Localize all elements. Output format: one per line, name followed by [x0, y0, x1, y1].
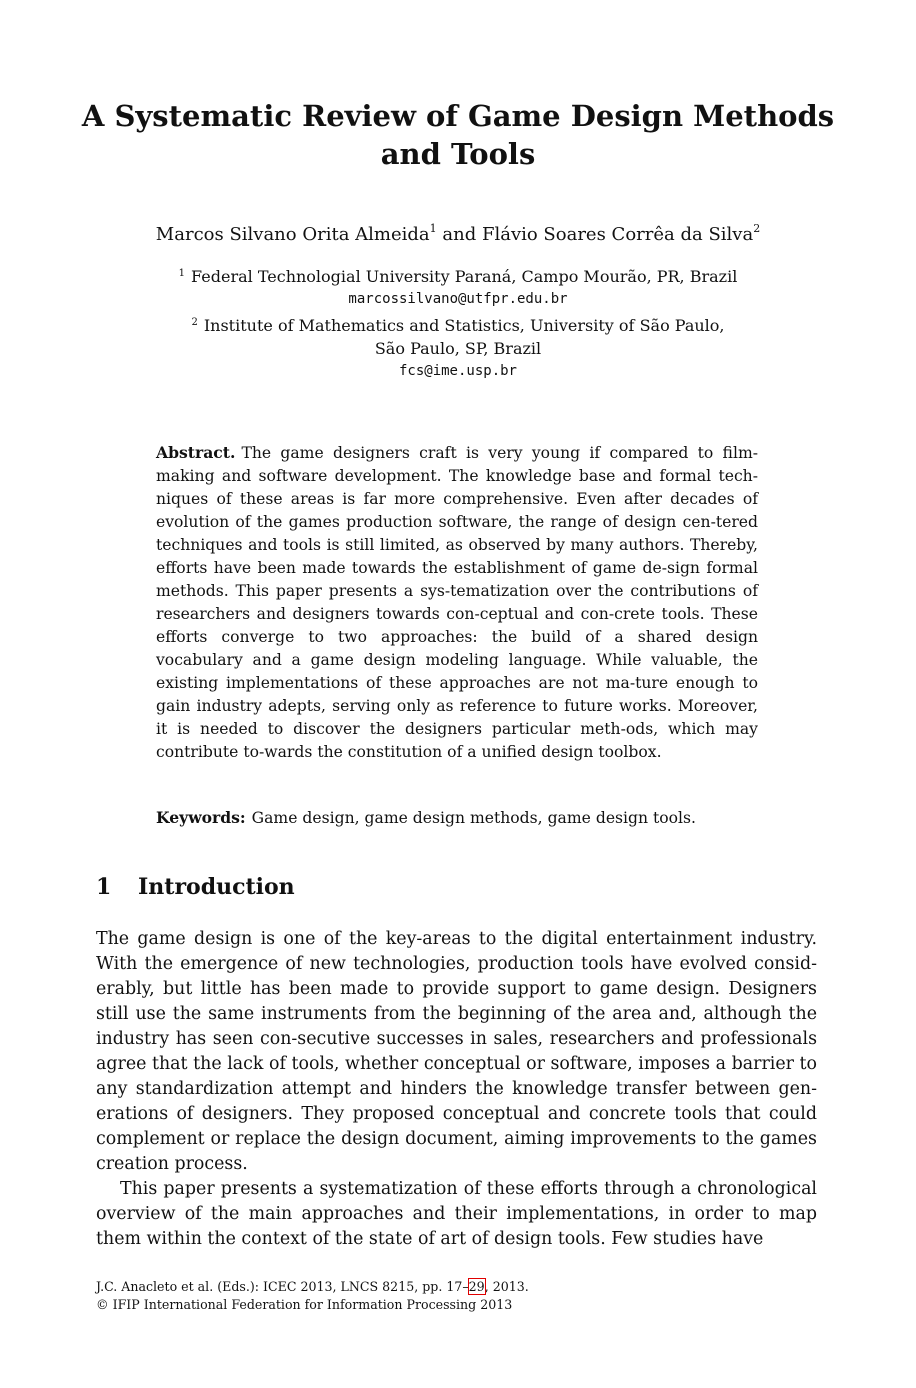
- title-line-2: and Tools: [380, 137, 536, 171]
- body-text: [96, 927, 817, 1252]
- paper-title: [60, 97, 856, 173]
- author-2-affil-mark: 2: [753, 222, 761, 235]
- keywords-text: Game design, game design methods, game design tools.: [251, 809, 697, 827]
- affiliation-1-email: marcossilvano@utfpr.edu.br: [348, 291, 568, 307]
- abstract-text: The game designers craft is very young if compared to film-making and software development. The knowledge base and formal tech-niques of these areas is far more comprehensive. Even after decades of evolution of the games production software, the range of design cen-tered techniques and tools is still limited, as observed by many authors. Thereby, efforts have been made towards the establishment of game de-sign formal methods. This paper presents a sys-tematization over the contributions of researchers and designers towards con-ceptual and con-crete tools. These efforts converge to two approaches: the build of a shared design vocabulary and a game design modeling language. While valuable, the existing implementations of these approaches are not ma-ture enough to gain industry adepts, serving only as reference to future works. Moreover, it is needed to discover the designers particular meth-ods, which may contribute to-wards the constitution of a unified design toolbox.: [156, 444, 758, 761]
- footer-copyright: © IFIP International Federation for Information Processing 2013: [96, 1297, 513, 1312]
- affiliation-2-mark: 2: [191, 317, 198, 328]
- author-1: Marcos Silvano Orita Almeida: [155, 224, 430, 245]
- abstract-label: Abstract.: [156, 443, 236, 462]
- keywords-label: Keywords:: [156, 808, 246, 827]
- affiliations: [60, 262, 856, 383]
- affiliation-2: [60, 311, 856, 337]
- footer-citation: [96, 1278, 817, 1296]
- affiliation-2-text-cont: São Paulo, SP, Brazil: [374, 339, 542, 358]
- affiliation-2-text: Institute of Mathematics and Statistics, University of São Paulo,: [203, 316, 725, 335]
- keywords: [156, 806, 758, 830]
- footer: [96, 1278, 817, 1314]
- affiliation-1-mark: 1: [178, 268, 186, 279]
- paragraph-2: This paper presents a systematization of these efforts through a chronological overview of the main approaches and their implementations, in order to map them within the context of the state of art of design tools. Few studies have: [96, 1179, 817, 1249]
- author-1-affil-mark: 1: [429, 222, 437, 235]
- author-conjunction: and: [442, 224, 477, 245]
- section-title: Introduction: [138, 874, 295, 900]
- footer-citation-text: J.C. Anacleto et al. (Eds.): ICEC 2013, LNCS 8215, pp. 17–: [96, 1279, 469, 1294]
- affiliation-1: [60, 262, 856, 288]
- affiliation-1-text: Federal Technologial University Paraná, Campo Mourão, PR, Brazil: [191, 267, 738, 286]
- page-range-link[interactable]: 29: [468, 1279, 485, 1294]
- section-number: 1: [96, 874, 112, 900]
- section-heading: [96, 872, 295, 902]
- author-2: Flávio Soares Corrêa da Silva: [481, 224, 754, 245]
- author-list: [60, 216, 856, 248]
- footer-citation-year: , 2013.: [484, 1279, 529, 1294]
- abstract: [156, 441, 758, 764]
- title-line-1: A Systematic Review of Game Design Methods: [81, 99, 835, 133]
- affiliation-2-email: fcs@ime.usp.br: [398, 363, 517, 379]
- paragraph-1: The game design is one of the key-areas to the digital entertainment industry. With the emergence of new technologies, production tools have evolved consid-erably, but little has been made to provide support to game design. Designers still use the same instruments from the beginning of the area and, although the industry has seen con-secutive successes in sales, researchers and professionals agree that the lack of tools, whether conceptual or software, imposes a barrier to any standardization attempt and hinders the knowledge transfer between gen-erations of designers. They proposed conceptual and concrete tools that could complement or replace the design document, aiming improvements to the games creation process.: [96, 929, 817, 1174]
